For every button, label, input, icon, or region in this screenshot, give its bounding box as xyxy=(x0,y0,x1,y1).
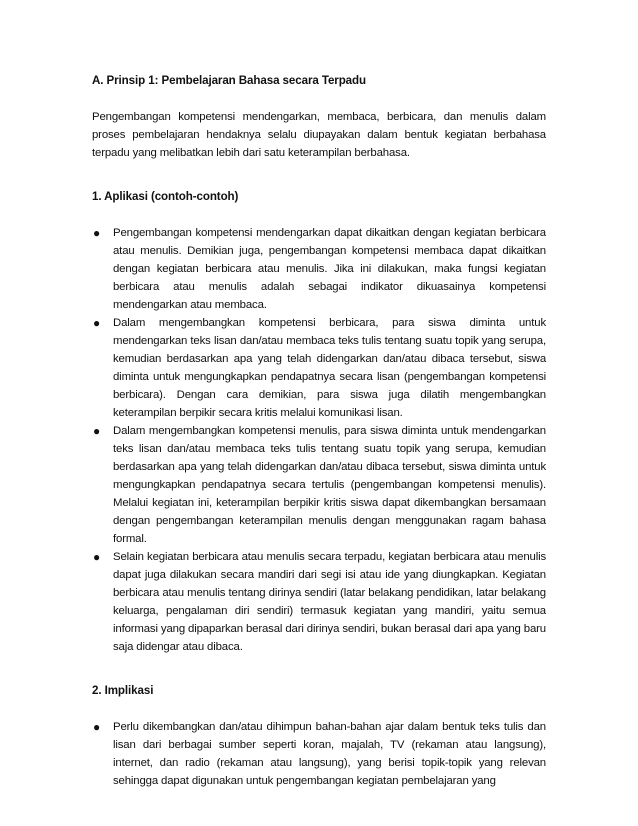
list-item xyxy=(92,224,546,314)
list-item xyxy=(92,718,546,790)
list-item xyxy=(92,422,546,548)
bullet-icon: ● xyxy=(93,226,101,240)
aplikasi-list xyxy=(92,224,546,656)
aplikasi-heading: 1. Aplikasi (contoh-contoh) xyxy=(92,190,239,203)
list-item-text: Pengembangan kompetensi mendengarkan dapat dikaitkan dengan kegiatan berbicara atau menulis. Demikian juga, pengembangan kompetensi membaca dapat dikaitkan dengan kegiatan berbicara atau menulis. Jika ini dilakukan, maka fungsi kegiatan berbicara atau menulis adalah sebagai indikator dikuasainya kompetensi mendengarkan atau membaca. xyxy=(113,227,546,311)
spacer xyxy=(92,206,546,224)
list-item-text: Dalam mengembangkan kompetensi berbicara, para siswa diminta untuk mendengarkan teks lisan dan/atau membaca teks tulis tentang suatu topik yang serupa, kemudian berdasarkan apa yang telah didengarkan dan/atau dibaca tersebut, siswa diminta untuk mengungkapkan pendapatnya secara lisan (pengembangan kompetensi berbicara). Dengan cara demikian, para siswa juga dilatih mengembangkan keterampilan berpikir secara kritis melalui komunikasi lisan. xyxy=(113,317,546,419)
intro-paragraph: Pengembangan kompetensi mendengarkan, membaca, berbicara, dan menulis dalam proses pembelajaran hendaknya selalu diupayakan dalam bentuk kegiatan berbahasa terpadu yang melibatkan lebih dari satu keterampilan berbahasa. xyxy=(92,111,546,159)
list-item-text: Dalam mengembangkan kompetensi menulis, para siswa diminta untuk mendengarkan teks lisan dan/atau membaca teks tulis tentang suatu topik yang serupa, kemudian berdasarkan apa yang telah didengarkan dan/atau dibaca tersebut, siswa diminta untuk mengungkapkan pendapatnya secara tertulis (pengembangan kompetensi menulis). Melalui kegiatan ini, keterampilan berpikir kritis siswa dapat dikembangkan bersamaan dengan pengembangan keterampilan menulis dengan menggunakan ragam bahasa formal. xyxy=(113,425,546,545)
list-item-text: Perlu dikembangkan dan/atau dihimpun bahan-bahan ajar dalam bentuk teks tulis dan lisan dari berbagai sumber seperti koran, majalah, TV (rekaman atau langsung), internet, dan radio (rekaman atau langsung), yang berisi topik-topik yang relevan sehingga dapat digunakan untuk pengembangan kegiatan pembelajaran yang xyxy=(113,721,546,787)
bullet-icon: ● xyxy=(93,550,101,564)
list-item xyxy=(92,548,546,656)
spacer xyxy=(92,700,546,718)
bullet-icon: ● xyxy=(93,424,101,438)
implikasi-heading: 2. Implikasi xyxy=(92,684,154,697)
bullet-icon: ● xyxy=(93,316,101,330)
list-item-text: Selain kegiatan berbicara atau menulis secara terpadu, kegiatan berbicara atau menulis dapat juga dilakukan secara mandiri dari segi isi atau ide yang diungkapkan. Kegiatan berbicara atau menulis tentang dirinya sendiri (latar belakang pendidikan, latar belakang keluarga, pengalaman diri sendiri) termasuk kegiatan yang mandiri, yaitu semua informasi yang dipaparkan berasal dari dirinya sendiri, bukan berasal dari apa yang baru saja didengar atau dibaca. xyxy=(113,551,546,653)
bullet-icon: ● xyxy=(93,720,101,734)
spacer xyxy=(92,656,546,682)
implikasi-list xyxy=(92,718,546,790)
list-item xyxy=(92,314,546,422)
spacer xyxy=(92,162,546,188)
spacer xyxy=(92,90,546,108)
section-title: A. Prinsip 1: Pembelajaran Bahasa secara Terpadu xyxy=(92,74,366,87)
